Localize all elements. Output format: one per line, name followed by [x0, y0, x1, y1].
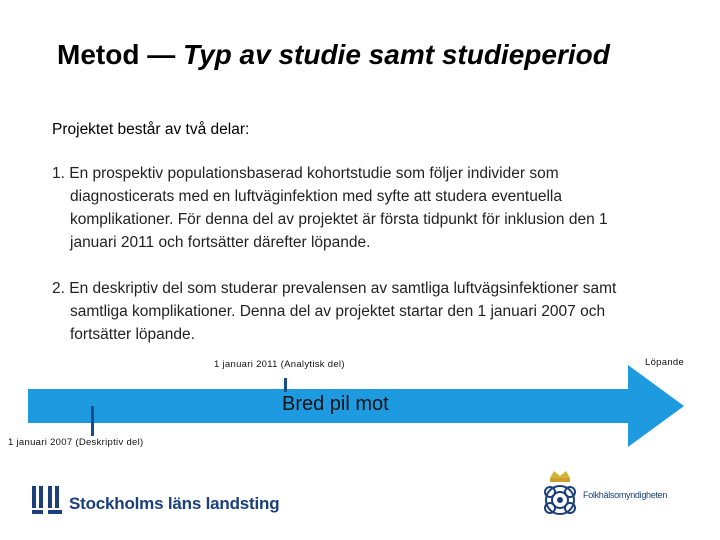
item1-line: diagnosticerats med en luftväginfektion med syfte att studera eventuella: [70, 188, 562, 205]
timeline-label-2007: 1 januari 2007 (Deskriptiv del): [8, 437, 144, 448]
item1-line: januari 2011 och fortsätter därefter löpande.: [70, 234, 371, 251]
item2-line: fortsätter löpande.: [70, 326, 195, 343]
item2-line: 2. En deskriptiv del som studerar prevalensen av samtliga luftvägsinfektioner samt: [52, 280, 617, 297]
study-part-1: [52, 162, 662, 254]
study-part-2: [52, 277, 662, 346]
sll-logo-icon: [30, 484, 66, 518]
timeline-label-end: Löpande: [645, 357, 685, 368]
title-italic: Typ av studie samt studieperiod: [183, 39, 610, 70]
timeline-tick-2007: [91, 406, 94, 436]
item2-line: samtliga komplikationer. Denna del av projektet startar den 1 januari 2007 och: [70, 303, 606, 320]
timeline-label-2011: 1 januari 2011 (Analytisk del): [214, 359, 345, 370]
timeline-tick-2011: [284, 378, 287, 392]
agency-name: Folkhälsomyndigheten: [583, 490, 668, 500]
item1-line: 1. En prospektiv populationsbaserad kohortstudie som följer individer som: [52, 165, 559, 182]
arrow-text: Bred pil mot: [282, 393, 389, 415]
item1-line: komplikationer. För denna del av projektet är första tidpunkt för inklusion den 1: [70, 211, 608, 228]
intro-text: Projektet består av två delar:: [52, 121, 250, 138]
title-prefix: Metod —: [57, 39, 176, 70]
agency-emblem-icon: [536, 468, 584, 524]
slide-title: [57, 38, 657, 71]
org-name: Stockholms läns landsting: [69, 494, 280, 513]
